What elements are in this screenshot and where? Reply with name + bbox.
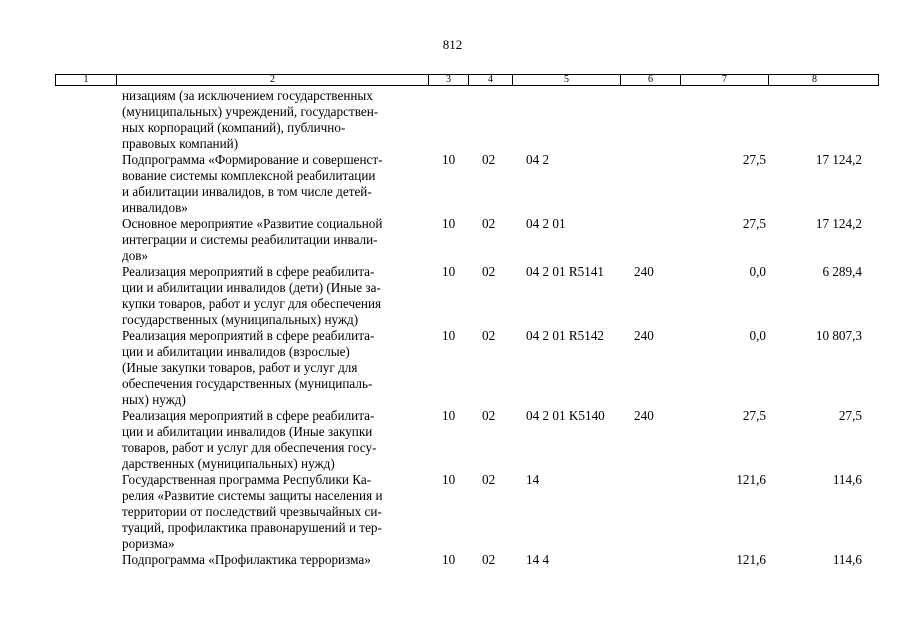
amount-col-7: 27,5	[742, 152, 766, 167]
amount-col-7: 121,6	[736, 552, 766, 567]
column-header-8: 8	[768, 75, 860, 85]
table-row	[0, 264, 905, 328]
row-name-line: и абилитации инвалидов, в том числе детей-	[122, 184, 372, 199]
row-name-line: дов»	[122, 248, 149, 263]
column-header-1: 1	[83, 74, 89, 85]
amount-col-8: 10 807,3	[815, 328, 862, 343]
row-name-line: Реализация мероприятий в сфере реабилита-	[122, 328, 375, 343]
column-header-5: 5	[512, 75, 620, 85]
table-body	[0, 88, 905, 568]
subsection-code: 02	[482, 472, 496, 487]
section-code: 10	[442, 472, 456, 487]
expense-type-code	[624, 216, 684, 264]
row-spacer	[0, 328, 120, 408]
subsection-code: 02	[482, 552, 496, 567]
expense-type-code	[624, 472, 684, 552]
amount-col-8: 6 289,4	[822, 264, 862, 279]
column-header-2: 2	[116, 75, 428, 85]
section-code: 10	[442, 216, 456, 231]
row-name-line: инвалидов»	[122, 200, 188, 215]
amount-col-7: 27,5	[742, 216, 766, 231]
section-code	[432, 88, 472, 152]
column-header-7: 7	[680, 75, 768, 85]
expense-type-code	[624, 88, 684, 152]
row-spacer	[0, 408, 120, 472]
subsection-code	[472, 88, 516, 152]
row-name-line: ных корпораций (компаний), публично-	[122, 120, 346, 135]
target-article-code: 04 2	[526, 152, 550, 167]
subsection-code: 02	[482, 264, 496, 279]
row-name-line: роризма»	[122, 536, 175, 551]
target-article-code: 04 2 01	[526, 216, 566, 231]
table-row	[0, 552, 905, 568]
row-name-line: Реализация мероприятий в сфере реабилита-	[122, 264, 375, 279]
column-header-6: 6	[620, 75, 680, 85]
row-spacer	[0, 88, 120, 152]
section-code: 10	[442, 552, 456, 567]
row-name	[120, 552, 432, 568]
target-article-code: 04 2 01 R5142	[526, 328, 605, 343]
table-row	[0, 408, 905, 472]
section-code: 10	[442, 152, 456, 167]
expense-type-code: 240	[634, 328, 654, 343]
row-name-line: ных) нужд)	[122, 392, 186, 407]
row-name-line: туаций, профилактика правонарушений и тер-	[122, 520, 382, 535]
row-spacer	[0, 152, 120, 216]
table-row	[0, 88, 905, 152]
row-name-line: (муниципальных) учреждений, государствен-	[122, 104, 379, 119]
amount-col-8: 17 124,2	[815, 152, 862, 167]
row-spacer	[0, 552, 120, 568]
row-name-line: купки товаров, работ и услуг для обеспечения	[122, 296, 382, 311]
subsection-code: 02	[482, 216, 496, 231]
row-spacer	[0, 216, 120, 264]
target-article-code: 04 2 01 K5140	[526, 408, 605, 423]
section-code: 10	[442, 264, 456, 279]
expense-type-code	[624, 552, 684, 568]
table-row	[0, 216, 905, 264]
amount-col-8: 114,6	[832, 472, 862, 487]
table-row	[0, 152, 905, 216]
target-article-code: 14 4	[526, 552, 550, 567]
row-name-line: Государственная программа Республики Ка-	[122, 472, 372, 487]
table-header-row	[55, 74, 879, 86]
row-name	[120, 88, 432, 152]
row-spacer	[0, 472, 120, 552]
row-name	[120, 152, 432, 216]
row-name-line: правовых компаний)	[122, 136, 239, 151]
amount-col-7: 0,0	[749, 264, 766, 279]
row-name-line: Реализация мероприятий в сфере реабилита-	[122, 408, 375, 423]
row-name-line: товаров, работ и услуг для обеспечения госу-	[122, 440, 377, 455]
row-name	[120, 328, 432, 408]
row-name-line: ции и абилитации инвалидов (взрослые)	[122, 344, 350, 359]
row-name-line: обеспечения государственных (муниципаль-	[122, 376, 373, 391]
subsection-code: 02	[482, 152, 496, 167]
target-article-code	[516, 88, 624, 152]
amount-col-7	[684, 88, 772, 152]
row-name	[120, 216, 432, 264]
amount-col-8: 17 124,2	[815, 216, 862, 231]
row-name-line: вование системы комплексной реабилитации	[122, 168, 376, 183]
subsection-code: 02	[482, 408, 496, 423]
expense-type-code: 240	[634, 408, 654, 423]
amount-col-8	[772, 88, 864, 152]
expense-type-code: 240	[634, 264, 654, 279]
table-row	[0, 328, 905, 408]
amount-col-7: 27,5	[742, 408, 766, 423]
row-name-line: Подпрограмма «Профилактика терроризма»	[122, 552, 371, 567]
amount-col-8: 27,5	[838, 408, 862, 423]
target-article-code: 04 2 01 R5141	[526, 264, 605, 279]
section-code: 10	[442, 408, 456, 423]
page-number: 812	[442, 37, 463, 52]
row-name	[120, 264, 432, 328]
column-header-4: 4	[468, 75, 512, 85]
target-article-code: 14	[526, 472, 540, 487]
table-row	[0, 472, 905, 552]
row-name-line: ции и абилитации инвалидов (дети) (Иные за-	[122, 280, 381, 295]
row-spacer	[0, 264, 120, 328]
row-name-line: релия «Развитие системы защиты населения и	[122, 488, 383, 503]
row-name-line: территории от последствий чрезвычайных си-	[122, 504, 382, 519]
row-name-line: государственных (муниципальных) нужд)	[122, 312, 359, 327]
row-name	[120, 408, 432, 472]
row-name-line: дарственных (муниципальных) нужд)	[122, 456, 335, 471]
row-name-line: низациям (за исключением государственных	[122, 88, 373, 103]
amount-col-7: 121,6	[736, 472, 766, 487]
row-name	[120, 472, 432, 552]
row-name-line: Подпрограмма «Формирование и совершенст-	[122, 152, 383, 167]
row-name-line: интеграции и системы реабилитации инвали-	[122, 232, 378, 247]
subsection-code: 02	[482, 328, 496, 343]
amount-col-7: 0,0	[749, 328, 766, 343]
expense-type-code	[624, 152, 684, 216]
amount-col-8: 114,6	[832, 552, 862, 567]
row-name-line: Основное мероприятие «Развитие социальной	[122, 216, 383, 231]
row-name-line: (Иные закупки товаров, работ и услуг для	[122, 360, 358, 375]
row-name-line: ции и абилитации инвалидов (Иные закупки	[122, 424, 373, 439]
column-header-3: 3	[428, 75, 468, 85]
section-code: 10	[442, 328, 456, 343]
